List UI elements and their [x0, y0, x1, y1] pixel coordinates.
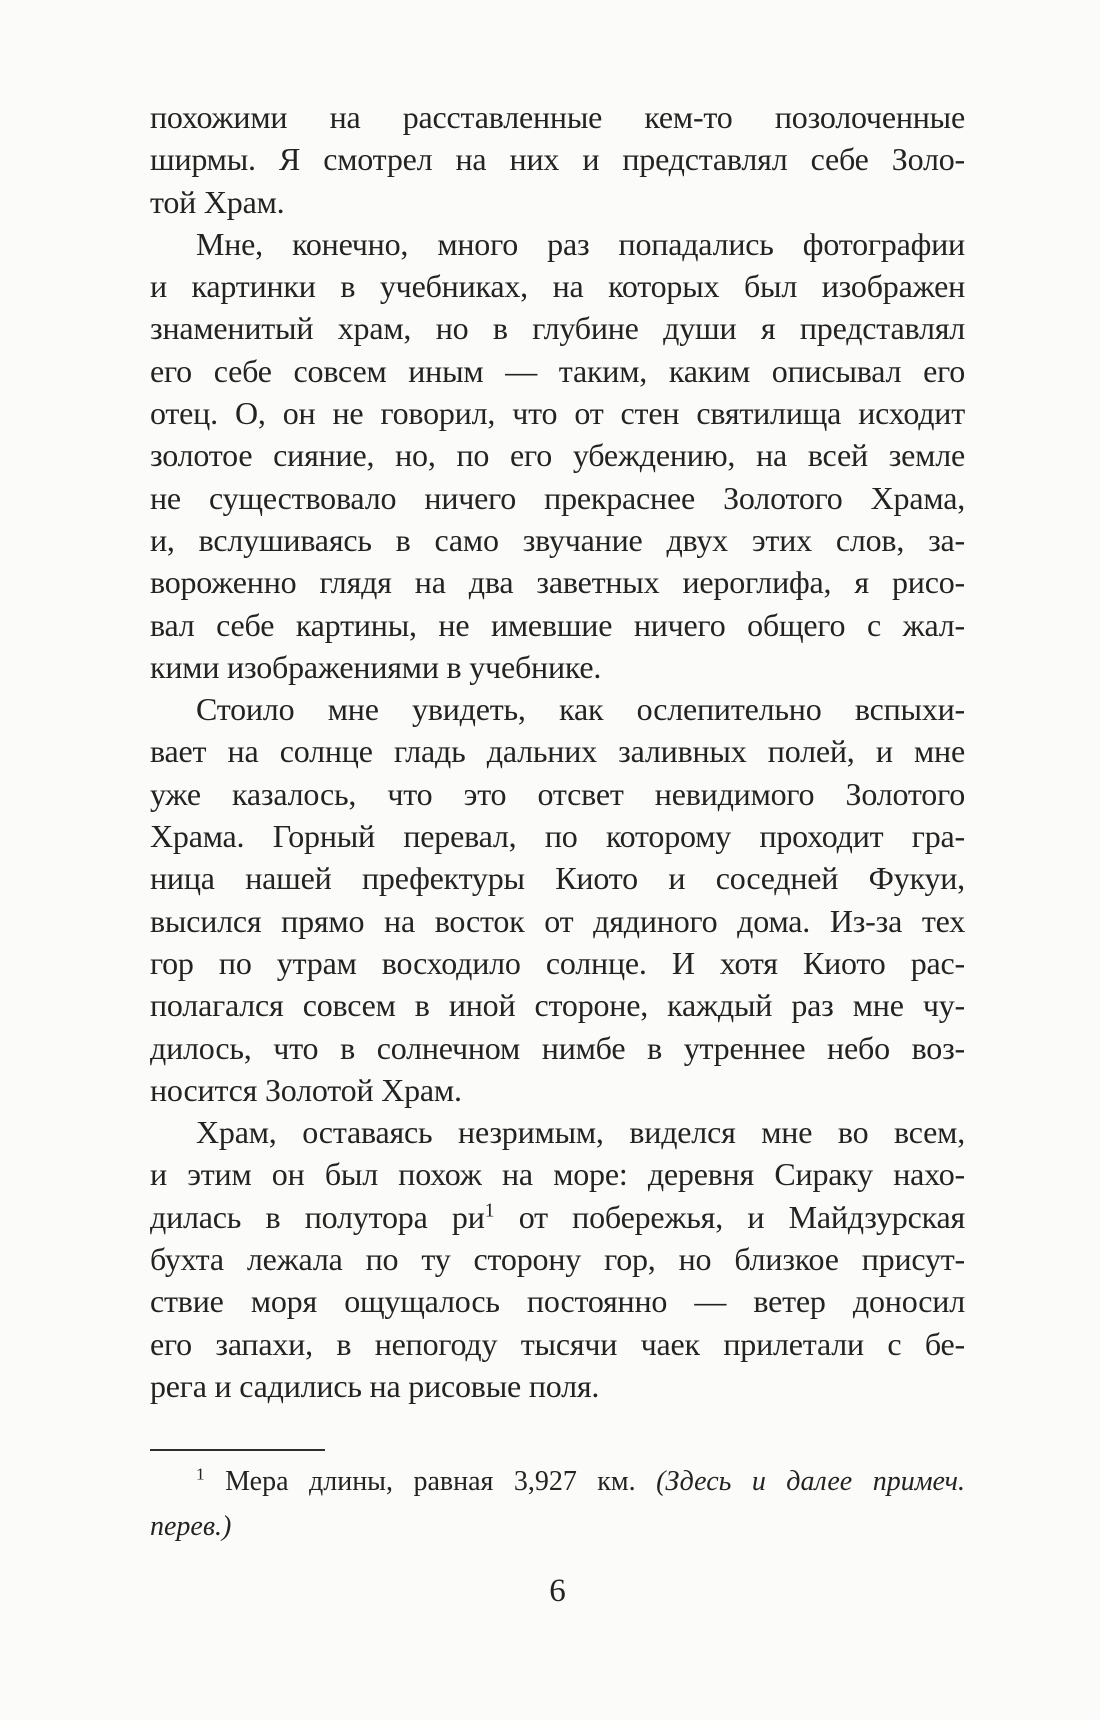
text-line [150, 96, 965, 138]
text-line [150, 1280, 965, 1322]
text-line [150, 392, 965, 434]
text-segment: бухта лежала по ту сторону гор, но близкое присут- [150, 1241, 965, 1278]
page-number: 6 [549, 1573, 566, 1610]
text-line [150, 730, 965, 772]
text-segment: отец. О, он не говорил, что от стен святилища исходит [150, 395, 965, 432]
text-line [150, 646, 965, 688]
text-segment: дилась в полутора ри [150, 1198, 485, 1235]
footnote-text [150, 1459, 965, 1549]
text-line [150, 1153, 965, 1195]
footnote-divider [150, 1449, 325, 1451]
text-segment: перев.) [150, 1511, 232, 1543]
text-segment: дилось, что в солнечном нимбе в утреннее небо воз- [150, 1029, 965, 1066]
body-text-block [150, 96, 965, 1407]
text-line [150, 1504, 965, 1549]
text-segment: Храма. Горный перевал, по которому проходит гра- [150, 818, 965, 855]
text-segment: кими изображениями в учебнике. [150, 648, 602, 685]
text-line [150, 815, 965, 857]
text-segment: вает на солнце гладь дальних заливных полей, и мне [150, 733, 965, 770]
text-line [150, 984, 965, 1026]
footnote-marker: 1 [196, 1464, 205, 1484]
text-segment: вал себе картины, не имевшие ничего общего с жал- [150, 606, 965, 643]
text-line [150, 138, 965, 180]
text-line [150, 265, 965, 307]
text-line [150, 223, 965, 265]
text-line [150, 900, 965, 942]
text-line [150, 1365, 965, 1407]
text-line [150, 1459, 965, 1504]
text-line [150, 1196, 965, 1238]
footnote-ref-marker: 1 [484, 1199, 495, 1222]
text-line [150, 942, 965, 984]
text-line [150, 1027, 965, 1069]
text-line [150, 307, 965, 349]
text-segment: полагался совсем в иной стороне, каждый раз мне чу- [150, 987, 965, 1024]
text-segment: той Храм. [150, 183, 285, 220]
text-line [150, 604, 965, 646]
text-segment: носится Золотой Храм. [150, 1071, 462, 1108]
text-line [150, 773, 965, 815]
text-line [150, 350, 965, 392]
text-line [150, 477, 965, 519]
text-line [150, 1323, 965, 1365]
text-segment: Мне, конечно, много раз попадались фотографии [196, 225, 965, 262]
text-segment: знаменитый храм, но в глубине души я представлял [150, 310, 965, 347]
text-segment: гор по утрам восходило солнце. И хотя Киото рас- [150, 944, 965, 981]
footnote-block [150, 1449, 965, 1549]
text-segment: Мера длины, равная 3,927 км. [204, 1466, 657, 1498]
text-segment: Храм, оставаясь незримым, виделся мне во всем, [196, 1114, 965, 1151]
text-segment: похожими на расставленные кем-то позолоченные [150, 99, 965, 135]
text-segment: и картинки в учебниках, на которых был изображен [150, 268, 965, 305]
text-line [150, 561, 965, 603]
text-segment: от побережья, и Майдзурская [494, 1198, 965, 1235]
text-segment: и этим он был похож на море: деревня Сираку нахо- [150, 1156, 965, 1193]
text-segment: (Здесь и далее примеч. [656, 1466, 965, 1498]
text-line [150, 181, 965, 223]
text-segment: не существовало ничего прекраснее Золотого Храма, [150, 479, 965, 516]
text-line [150, 1238, 965, 1280]
text-segment: Стоило мне увидеть, как ослепительно вспыхи- [196, 691, 965, 728]
text-segment: его себе совсем иным — таким, каким описывал его [150, 352, 965, 389]
text-segment: ница нашей префектуры Киото и соседней Фукуи, [150, 860, 965, 897]
text-segment: рега и садились на рисовые поля. [150, 1367, 600, 1404]
text-line [150, 857, 965, 899]
text-segment: его запахи, в непогоду тысячи чаек прилетали с бе- [150, 1325, 965, 1362]
text-line [150, 688, 965, 730]
text-segment: и, вслушиваясь в само звучание двух этих слов, за- [150, 521, 965, 558]
text-segment: золотое сияние, но, по его убеждению, на всей земле [150, 437, 965, 474]
text-line [150, 519, 965, 561]
text-line [150, 1111, 965, 1153]
text-segment: ширмы. Я смотрел на них и представлял себе Золо- [150, 141, 965, 178]
text-segment: высился прямо на восток от дядиного дома. Из-за тех [150, 902, 965, 939]
text-segment: ствие моря ощущалось постоянно — ветер доносил [150, 1283, 965, 1320]
text-line [150, 1069, 965, 1111]
text-line [150, 434, 965, 476]
text-segment: уже казалось, что это отсвет невидимого Золотого [150, 775, 965, 812]
text-segment: вороженно глядя на два заветных иероглифа, я рисо- [150, 564, 965, 601]
